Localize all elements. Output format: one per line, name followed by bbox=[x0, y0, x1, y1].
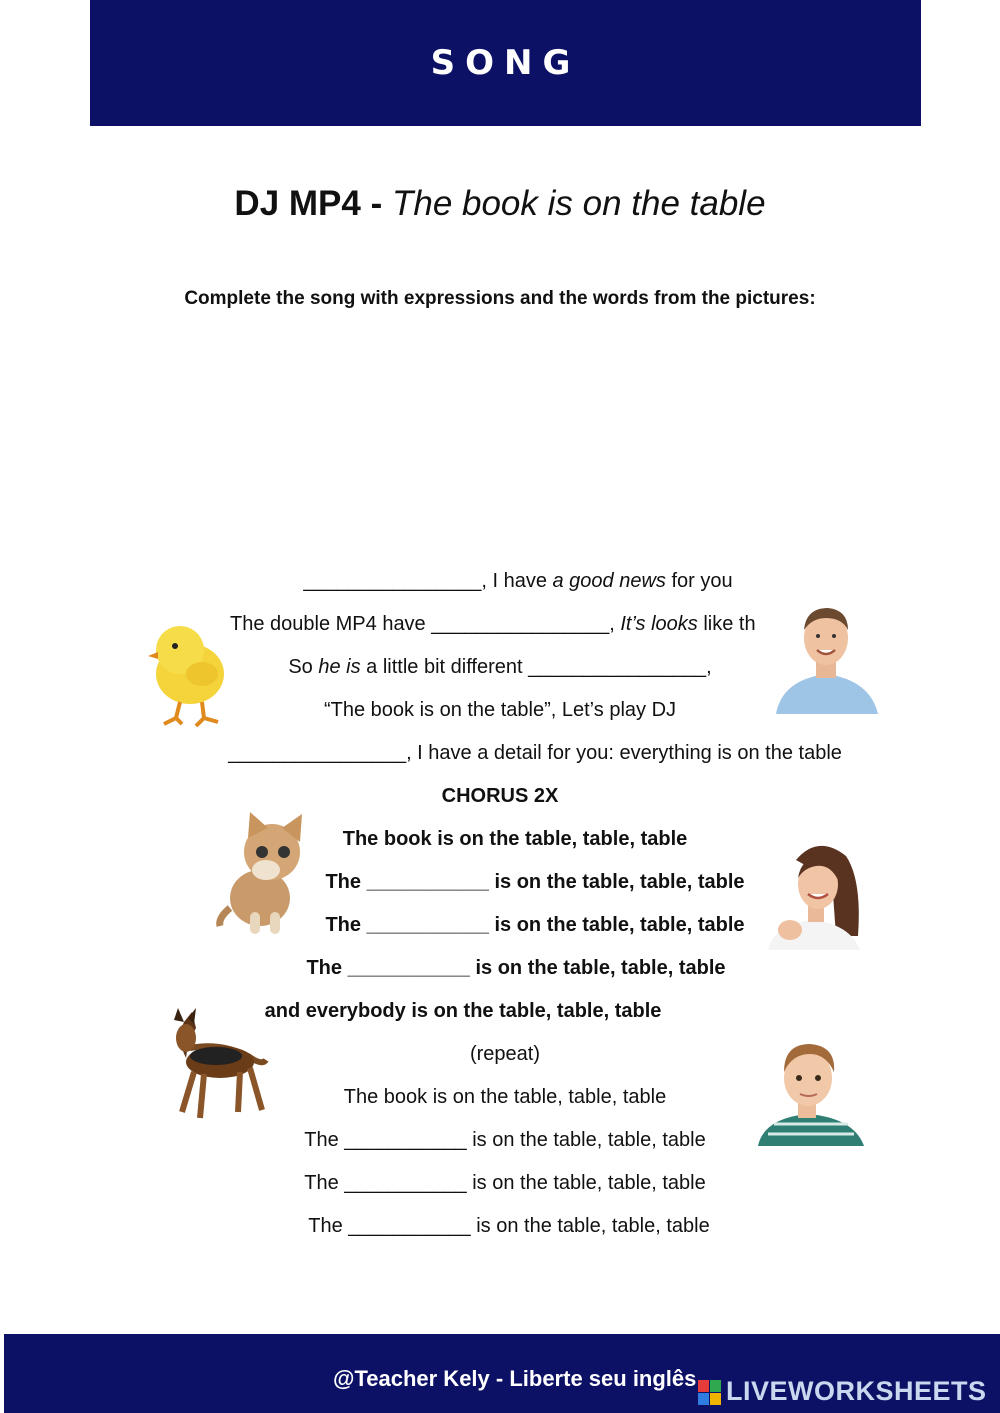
header-title: SONG bbox=[430, 43, 581, 83]
kitten-image bbox=[216, 812, 308, 936]
chorus-line-3[interactable]: The ___________ is on the table, table, table bbox=[325, 914, 745, 936]
chorus-line-1: The book is on the table, table, table bbox=[342, 828, 688, 850]
chick-image bbox=[142, 618, 234, 730]
liveworksheets-brand[interactable]: LIVEWORKSHEETS bbox=[726, 1376, 987, 1406]
text: , I have a detail for you: everything is on the table bbox=[406, 742, 842, 764]
repeat-line-2[interactable]: The ___________ is on the table, table, table bbox=[304, 1129, 706, 1151]
text: like th bbox=[697, 613, 756, 635]
chorus-heading: CHORUS 2X bbox=[441, 785, 559, 807]
text-italic: a good news bbox=[552, 570, 666, 592]
repeat-line-3[interactable]: The ___________ is on the table, table, table bbox=[304, 1172, 706, 1194]
chorus-line-5: and everybody is on the table, table, table bbox=[264, 1000, 662, 1022]
repeat-label: (repeat) bbox=[469, 1043, 541, 1065]
chorus-line-2[interactable]: The ___________ is on the table, table, table bbox=[325, 871, 745, 893]
chorus-line-4[interactable]: The ___________ is on the table, table, table bbox=[306, 957, 726, 979]
footer-credit: @Teacher Kely - Liberte seu inglês bbox=[333, 1366, 697, 1391]
song-title bbox=[0, 184, 1000, 224]
dog-image bbox=[166, 1008, 270, 1122]
text-italic: It’s looks bbox=[620, 613, 698, 635]
verse-line-1 bbox=[0, 570, 1000, 593]
man-image bbox=[772, 600, 880, 714]
repeat-line-1: The book is on the table, table, table bbox=[343, 1086, 667, 1108]
text: So bbox=[288, 656, 319, 678]
song-artist: DJ MP4 - bbox=[234, 184, 392, 223]
text: The double MP4 have bbox=[230, 613, 432, 635]
text: for you bbox=[665, 570, 733, 592]
blank[interactable]: ________________ bbox=[431, 613, 610, 635]
instruction: Complete the song with expressions and the words from the pictures: bbox=[184, 288, 816, 309]
text: a little bit different bbox=[360, 656, 529, 678]
repeat-line-4[interactable]: The ___________ is on the table, table, table bbox=[308, 1215, 710, 1237]
boy-image bbox=[754, 1038, 866, 1146]
liveworksheets-logo-icon bbox=[698, 1380, 722, 1406]
woman-image bbox=[766, 840, 868, 950]
song-name: The book is on the table bbox=[391, 184, 766, 223]
verse-line-4: “The book is on the table”, Let’s play DJ bbox=[323, 699, 677, 721]
verse-line-5 bbox=[0, 742, 1000, 765]
blank[interactable]: ________________ bbox=[303, 570, 482, 592]
header-band bbox=[90, 0, 921, 126]
blank[interactable]: ________________ bbox=[528, 656, 707, 678]
blank[interactable]: ________________ bbox=[228, 742, 407, 764]
text: , bbox=[706, 656, 712, 678]
text-italic: he is bbox=[318, 656, 361, 678]
text: , bbox=[609, 613, 621, 635]
text: , I have bbox=[481, 570, 553, 592]
verse-line-2 bbox=[230, 613, 773, 636]
